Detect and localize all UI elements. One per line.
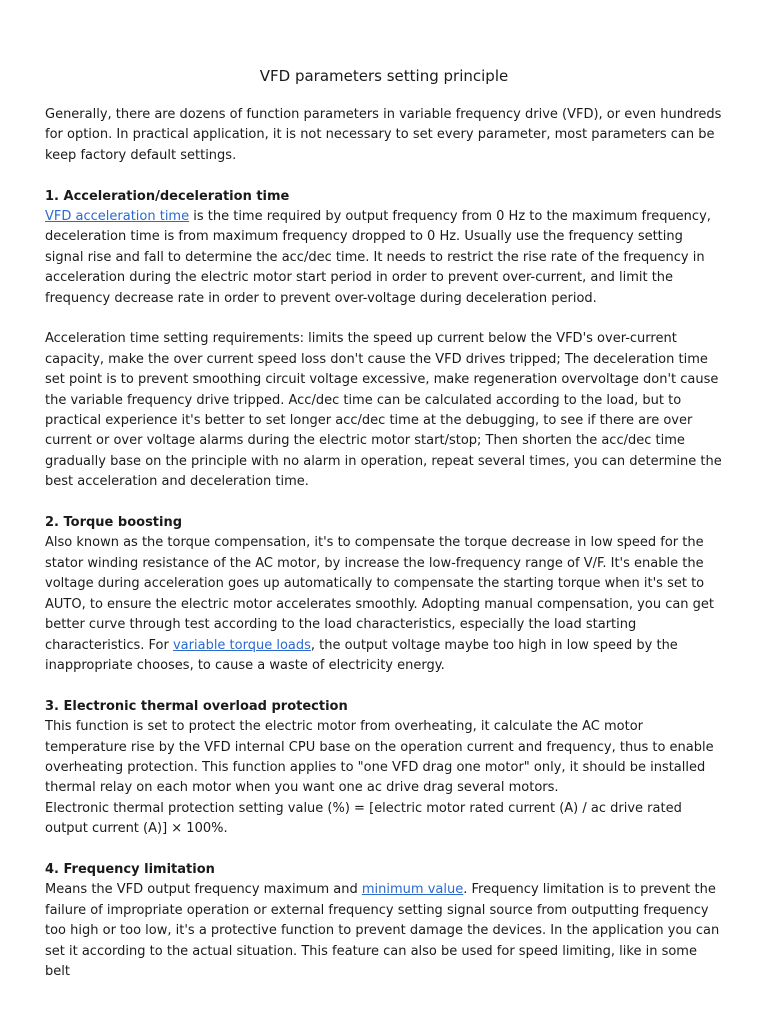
section2-text-post: , the output voltage maybe too high in low speed by the inappropriate chooses, to cause a waste of electricity energy.: [45, 637, 678, 673]
variable-torque-loads-link[interactable]: variable torque loads: [172, 637, 311, 653]
section1-paragraph-1: [45, 207, 723, 309]
section-heading-acceleration: 1. Acceleration/deceleration time: [45, 188, 290, 204]
minimum-value-link[interactable]: minimum value: [361, 882, 464, 898]
spacer: [45, 840, 723, 860]
spacer: [45, 676, 723, 696]
section4-text-post: . Frequency limitation is to prevent the failure of impropriate operation or external frequency setting signal source from outputting frequency too high or too low, it's a protective function to prevent damage the devices. In the application you can set it according to the actual situation. This feature can also be used for speed limiting, like in some belt: [45, 882, 720, 979]
section4-text-pre: Means the VFD output frequency maximum and: [45, 882, 362, 898]
section2-text-pre: Also known as the torque compensation, it's to compensate the torque decrease in low speed for the stator winding resistance of the AC motor, by increase the low-frequency range of V/F. It's enable the voltage during acceleration goes up automatically to compensate the starting torque when it's set to AUTO, to ensure the electric motor accelerates smoothly. Adopting manual compensation, you can get better curve through test according to the load characteristics, especially the load starting characteristics. For: [45, 535, 715, 653]
spacer: [45, 309, 723, 329]
spacer: [45, 493, 723, 513]
section3-paragraph-2: Electronic thermal protection setting value (%) = [electric motor rated current (A) / ac drive rated output current (A)] × 100%.: [45, 800, 682, 837]
section-heading-torque: 2. Torque boosting: [45, 515, 183, 531]
section2-paragraph-1: [45, 533, 723, 676]
intro-paragraph: Generally, there are dozens of function parameters in variable frequency drive (VFD), or even hundreds for option. In practical application, it is not necessary to set every parameter, most parameters can be keep factory default settings.: [45, 107, 722, 163]
section4-paragraph-1: [45, 880, 723, 982]
section3-paragraph-1: This function is set to protect the electric motor from overheating, it calculate the AC motor temperature rise by the VFD internal CPU base on the operation current and frequency, thus to enable overheating protection. This function applies to "one VFD drag one motor" only, it should be installed thermal relay on each motor when you want one ac drive drag several motors.: [45, 719, 714, 796]
section1-paragraph-2: Acceleration time setting requirements: limits the speed up current below the VFD's over-current capacity, make the over current speed loss don't cause the VFD drives tripped; The deceleration time set point is to prevent smoothing circuit voltage excessive, make regeneration overvoltage don't cause the variable frequency drive tripped. Acc/dec time can be calculated according to the load, but to practical experience it's better to set longer acc/dec time at the debugging, to see if there are over current or over voltage alarms during the electric motor start/stop; Then shorten the acc/dec time gradually base on the principle with no alarm in operation, repeat several times, you can determine the best acceleration and deceleration time.: [45, 331, 722, 490]
section-heading-frequency: 4. Frequency limitation: [45, 861, 215, 877]
section1-paragraph-1-text: is the time required by output frequency from 0 Hz to the maximum frequency, deceleration time is from maximum frequency dropped to 0 Hz. Usually use the frequency setting signal rise and fall to determine the acc/dec time. It needs to restrict the rise rate of the frequency in acceleration during the electric motor start period in order to prevent over-current, and limit the frequency decrease rate in order to prevent over-voltage during deceleration period.: [45, 209, 711, 306]
vfd-acceleration-time-link[interactable]: VFD acceleration time: [45, 209, 190, 225]
spacer: [45, 166, 723, 186]
page-title: VFD parameters setting principle: [259, 67, 509, 85]
section-heading-thermal: 3. Electronic thermal overload protection: [45, 698, 348, 714]
